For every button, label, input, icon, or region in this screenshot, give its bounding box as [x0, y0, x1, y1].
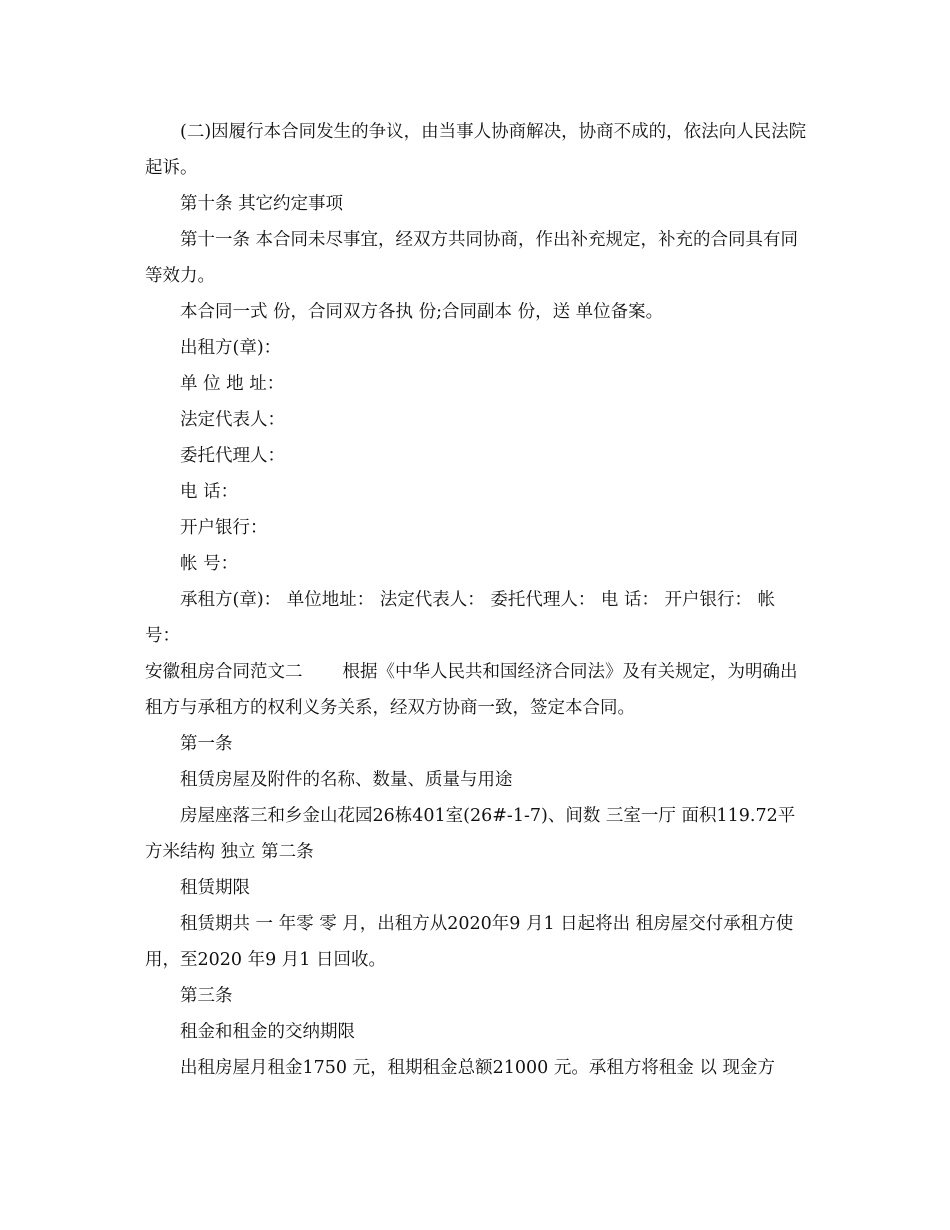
rent-amount-paragraph: 出租房屋月租金1750 元，租期租金总额21000 元。承租方将租金 以 现金方: [180, 1058, 775, 1078]
lessor-phone-line: 电 话：: [180, 482, 239, 502]
second-contract-title: 安徽租房合同范文二: [145, 662, 303, 682]
lessor-agent-line: 委托代理人：: [180, 446, 285, 466]
second-contract-intro-body: 根据《中华人民共和国经济合同法》及有关规定，为明确出租方与承租方的权利义务关系，经双方协商一致，签定本合同。: [145, 662, 798, 718]
lease-term-heading: 租赁期限: [180, 878, 250, 898]
copies-paragraph: 本合同一式 份，合同双方各执 份;合同副本 份，送 单位备案。: [180, 302, 664, 322]
rent-terms-heading: 租金和租金的交纳期限: [180, 1022, 355, 1042]
document-body: [145, 114, 810, 1086]
lessor-address-line: 单 位 地 址：: [180, 374, 285, 394]
article-11-paragraph: 第十一条 本合同未尽事宜，经双方共同协商，作出补充规定，补充的合同具有同等效力。: [145, 230, 799, 286]
lessor-account-line: 帐 号：: [180, 554, 239, 574]
paragraph-dispute-resolution: (二)因履行本合同发生的争议，由当事人协商解决，协商不成的，依法向人民法院起诉。: [145, 122, 807, 178]
second-contract-intro: [145, 654, 810, 726]
lessor-bank-line: 开户银行：: [180, 518, 268, 538]
property-details-paragraph: 房屋座落三和乡金山花园26栋401室(26#-1-7)、间数 三室一厅 面积119.72平方米结构 独立 第二条: [145, 806, 796, 862]
lease-term-paragraph: 租赁期共 一 年零 零 月，出租方从2020年9 月1 日起将出 租房屋交付承租方使用，至2020 年9 月1 日回收。: [145, 914, 794, 970]
article-10-heading: 第十条 其它约定事项: [180, 194, 344, 214]
article-3-heading: 第三条: [180, 986, 233, 1006]
lessee-info-line: 承租方(章)： 单位地址： 法定代表人： 委托代理人： 电 话： 开户银行： 帐号：: [145, 590, 776, 646]
article-1-subject: 租赁房屋及附件的名称、数量、质量与用途: [180, 770, 513, 790]
article-1-heading: 第一条: [180, 734, 233, 754]
lessor-seal-line: 出租方(章)：: [180, 338, 282, 358]
lessor-legal-rep-line: 法定代表人：: [180, 410, 285, 430]
